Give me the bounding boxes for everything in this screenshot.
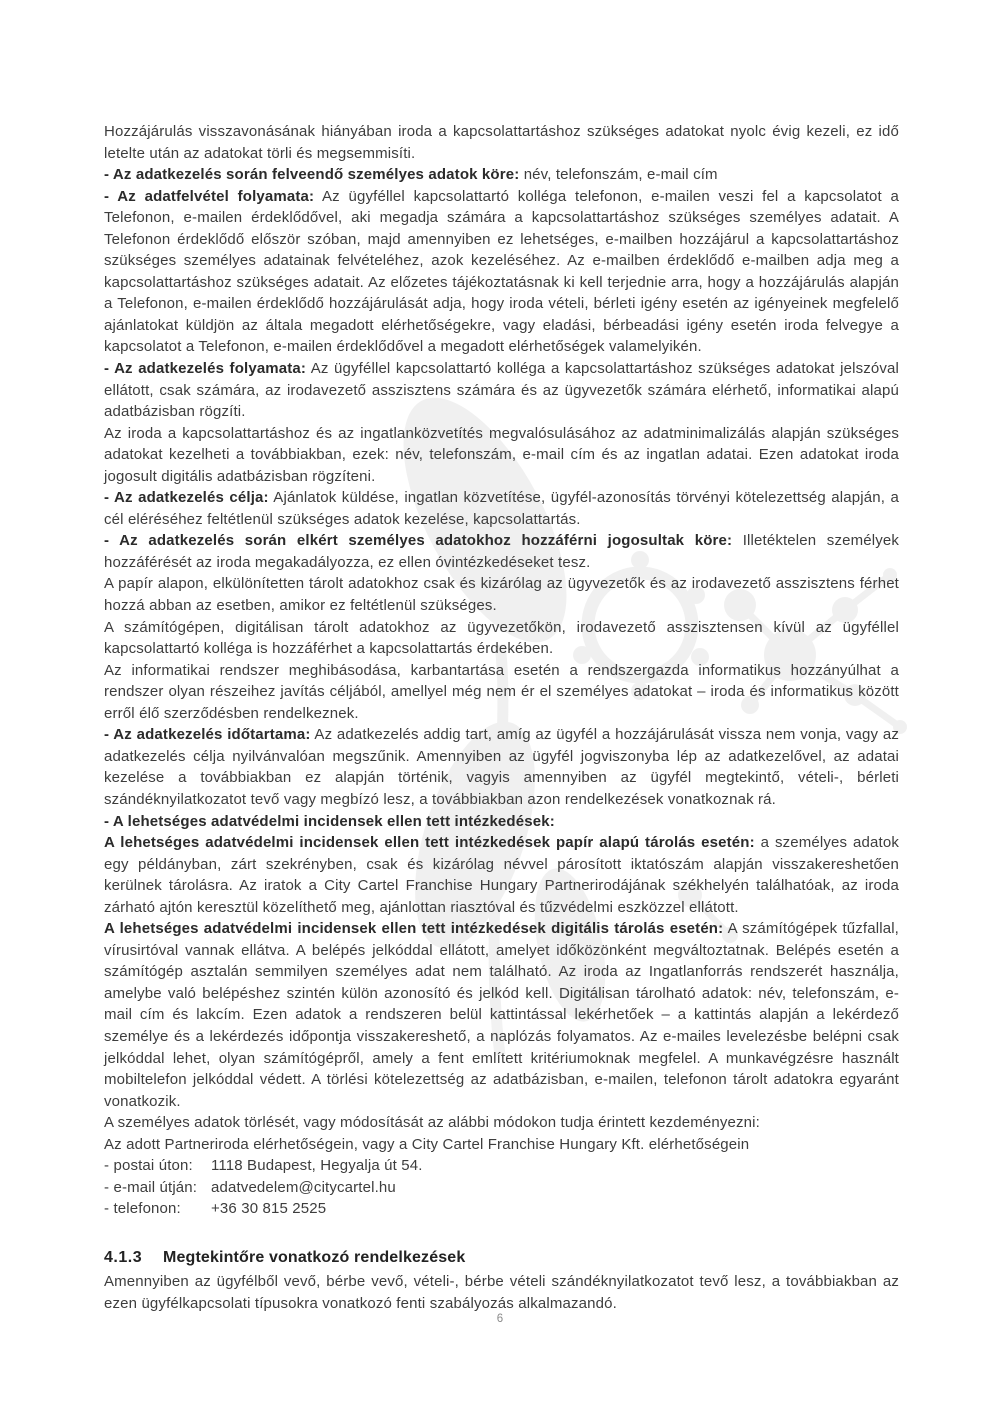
contact-value: +36 30 815 2525 (211, 1200, 327, 1218)
contact-row-email (104, 1177, 899, 1199)
paragraph-lead: - Az adatfelvétel folyamata: (104, 187, 315, 205)
paragraph (104, 487, 899, 530)
paragraph-text: Az iroda a kapcsolattartáshoz és az ingatlanközvetítés megvalósulásához az adatminimalizálás alapján szükséges adatokat kezelheti a továbbiakban, ezek: név, telefonszám, e-mail cím és az ingatlan adatai. Ezen adatokat iroda jogosult digitális adatbázisban rögzíteni. (104, 424, 899, 485)
section-heading (104, 1247, 899, 1269)
paragraph (104, 1134, 899, 1156)
section-number: 4.1.3 (104, 1248, 143, 1266)
contact-label: - telefonon: (104, 1200, 181, 1218)
paragraph-lead: - Az adatkezelés időtartama: (104, 726, 311, 744)
contact-value: adatvedelem@citycartel.hu (211, 1178, 396, 1196)
paragraph (104, 832, 899, 918)
paragraph-lead: - A lehetséges adatvédelmi incidensek ellen tett intézkedések: (104, 812, 555, 830)
paragraph (104, 724, 899, 810)
paragraph-text: A számítógépek tűzfallal, vírusirtóval vannak ellátva. A belépés jelkóddal ellátott, amelyet időközönként megváltoztatnak. Belépés esetén a számítógép asztalán semmilyen személyes adat nem található. Az iroda az Ingatlanforrás rendszerét használja, amelybe való belépéshez szintén külön azonosító és jelkód kell. Digitálisan tárolható adatok: név, telefonszám, e-mail cím és lakcím. Ezen adatok a rendszeren belül kattintással lekérhetőek – a kattintás alapján a lekérdező személye és a lekérdezés időpontja visszakereshető, a naplózás folyamatos. Az e-mailes levelezésbe belépni csak jelkóddal lehet, olyan számítógépről, amely a fent említett kritériumoknak megfelel. A munkavégzésre használt mobiltelefon jelkóddal védett. A törlési kötelezettség az adatbázisban, e-mailen, telefonon tárolt adatokra egyaránt vonatkozik. (104, 920, 900, 1110)
paragraph (104, 423, 899, 488)
paragraph-text: Az ügyféllel kapcsolattartó kolléga a kapcsolattartáshoz szükséges adatokat jelszóval ellátott, csak számára, az irodavezető asszisztens számára és az ügyvezetők számára elérhető, informatikai alapú adatbázisban rögzíti. (104, 360, 899, 421)
paragraph (104, 121, 899, 164)
paragraph (104, 811, 899, 833)
paragraph-text: név, telefonszám, e-mail cím (519, 166, 718, 184)
paragraph-text: A számítógépen, digitálisan tárolt adatokhoz az ügyvezetőkön, irodavezető asszisztensen kívül az ügyféllel kapcsolattartó kolléga is hozzáférhet a kapcsolattartás érdekében. (104, 618, 899, 658)
paragraph (104, 164, 899, 186)
paragraph-text: Az adatkezelés addig tart, amíg az ügyfél a hozzájárulását vissza nem vonja, vagy az adatkezelés célja nyilvánvalóan megszűnik. Amennyiben az ügyfél jogviszonyba lép az adatkezelővel, az adatai kezelése a továbbiakban ez alapján történik, vagyis amennyiben az ügyfél megtekintő, vételi-, bérleti szándéknyilatkozatot tevő vagy megbízó lesz, a továbbiakban azon rendelkezések vonatkoznak rá. (104, 726, 900, 808)
paragraph (104, 573, 899, 616)
paragraph-lead: A lehetséges adatvédelmi incidensek ellen tett intézkedések papír alapú tárolás esetén: (104, 834, 755, 852)
paragraph-lead: - Az adatkezelés folyamata: (104, 360, 307, 378)
document-body (104, 121, 899, 1315)
paragraph (104, 660, 899, 725)
section-title: Megtekintőre vonatkozó rendelkezések (163, 1248, 466, 1266)
paragraph-text: A személyes adatok törlését, vagy módosítását az alábbi módokon tudja érintett kezdeményezni: (104, 1114, 760, 1132)
page-number: 6 (496, 1313, 504, 1325)
contact-row-postal (104, 1155, 899, 1177)
contact-value: 1118 Budapest, Hegyalja út 54. (211, 1157, 423, 1175)
paragraph (104, 1112, 899, 1134)
paragraph (104, 617, 899, 660)
paragraph-lead: - Az adatkezelés során felveendő személyes adatok köre: (104, 166, 520, 184)
paragraph-text: A papír alapon, elkülönítetten tárolt adatokhoz csak és kizárólag az ügyvezetők és az irodavezető asszisztens férhet hozzá abban az esetben, amikor ez feltétlenül szükséges. (104, 575, 899, 615)
paragraph (104, 186, 899, 358)
contact-row-phone (104, 1198, 899, 1220)
paragraph-lead: - Az adatkezelés célja: (104, 489, 269, 507)
paragraph-text: Hozzájárulás visszavonásának hiányában iroda a kapcsolattartáshoz szükséges adatokat nyolc évig kezeli, ez idő letelte után az adatokat törli és megsemmisíti. (104, 123, 899, 162)
paragraph (104, 918, 899, 1112)
contact-label: - e-mail útján: (104, 1178, 198, 1196)
paragraph (104, 358, 899, 423)
paragraph-text: Ajánlatok küldése, ingatlan közvetítése, ügyfél-azonosítás törvényi kötelezettség alapján, a cél eléréséhez feltétlenül szükséges adatok kezelése, kapcsolattartás. (104, 489, 899, 528)
paragraph-text: Az ügyféllel kapcsolattartó kolléga telefonon, e-mailen veszi fel a kapcsolatot a Telefonon, e-mailen érdeklődővel, aki megadja számára a kapcsolattartáshoz szükséges személyes adatait. A Telefonon érdeklődő először szóban, majd amennyiben ez lehetséges, e-mailben hozzájárul a kapcsolattartáshoz szükséges személyes adatainak felvételéhez, azok kezeléséhez. Az e-mailben érdeklődő e-mailben adja meg a kapcsolattartáshoz szükséges adatait. Az előzetes tájékoztatásnak ki kell terjednie arra, hogy a hozzájárulás alapján a Telefonon, e-mailen érdeklődő hozzájárulását adja, hogy iroda vételi, bérleti igény esetén az igényeinek megfelelő ajánlatokat küldjön az általa megadott elérhetőségekre, vagy eladási, bérbeadási igény esetén iroda felvegye a kapcsolatot a Telefonon, e-mailen érdeklődővel a megadott elérhetőségek valamelyikén. (104, 187, 899, 356)
closing-paragraph: Amennyiben az ügyfélből vevő, bérbe vevő, vételi-, bérbe vételi szándéknyilatkozatot tevő lesz, a továbbiakban az ezen ügyfélkapcsolati típusokra vonatkozó fenti szabályozás alkalmazandó. (104, 1273, 899, 1312)
paragraph-text: Az informatikai rendszer meghibásodása, karbantartása esetén a rendszergazda informatikus hozzányúlhat a rendszer olyan részeihez javítás céljából, amellyel még nem ér el személyes adatokat – iroda és informatikus között erről élő szerződésben rendelkeznek. (104, 661, 899, 722)
paragraph (104, 530, 899, 573)
contact-label: - postai úton: (104, 1157, 193, 1175)
paragraph-text: Illetéktelen személyek hozzáférését az iroda megakadályozza, ez ellen óvintézkedéseket tesz. (104, 532, 899, 571)
paragraph-lead: A lehetséges adatvédelmi incidensek ellen tett intézkedések digitális tárolás esetén: (104, 920, 724, 938)
paragraph-lead: - Az adatkezelés során elkért személyes adatokhoz hozzáférni jogosultak köre: (104, 532, 733, 550)
paragraph-text: Az adott Partneriroda elérhetőségein, vagy a City Cartel Franchise Hungary Kft. elérhetőségein (104, 1135, 750, 1153)
paragraph-text: a személyes adatok egy példányban, zárt szekrényben, csak és kizárólag névvel párosított iktatószám alapján visszakereshetően kerülnek tárolásra. Az iratok a City Cartel Franchise Hungary Partnerirodájának székhelyén találhatóak, az iroda zárható ajtón keresztül közelíthető meg, ajánlottan riasztóval és tűzvédelmi eszközzel ellátott. (104, 834, 899, 916)
